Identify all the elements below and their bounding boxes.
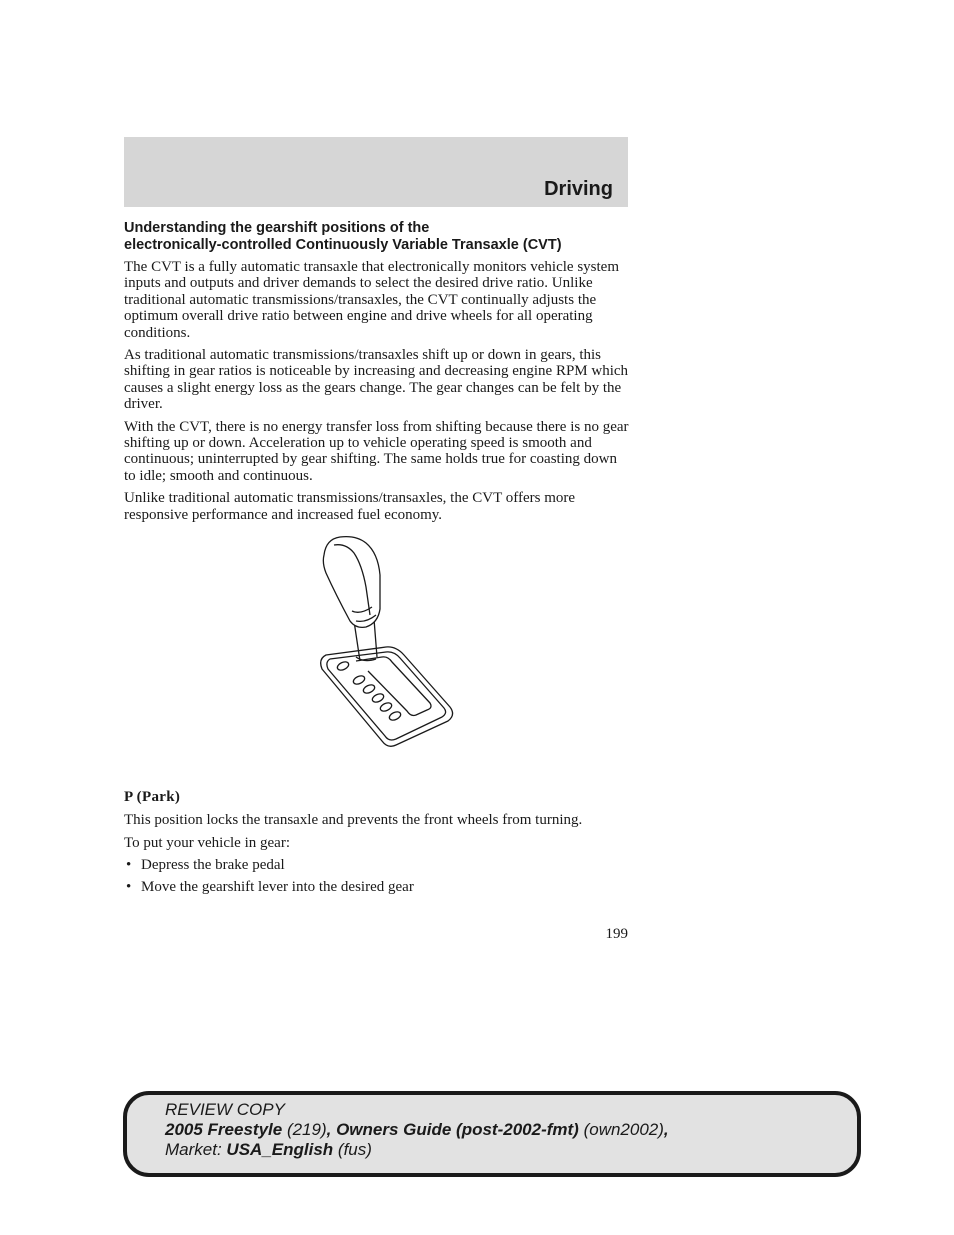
gear-steps-list xyxy=(124,857,630,896)
footer-model: 2005 Freestyle xyxy=(165,1120,283,1139)
review-copy-footer xyxy=(123,1091,861,1177)
section-header-band xyxy=(124,137,628,207)
heading-line-1: Understanding the gearshift positions of the xyxy=(124,220,430,236)
list-item: • Depress the brake pedal xyxy=(124,857,630,873)
paragraph-gear-intro: To put your vehicle in gear: xyxy=(124,834,290,851)
paragraph-cvt-benefits: Unlike traditional automatic transmissions/transaxles, the CVT offers more responsive performance and increased fuel economy. xyxy=(124,490,576,523)
footer-market-label: Market: xyxy=(165,1140,222,1159)
footer-market-code: (fus) xyxy=(337,1140,372,1159)
section-title: Driving xyxy=(544,178,613,200)
page-content xyxy=(124,220,630,902)
footer-model-code: (219) xyxy=(286,1120,327,1139)
footer-guide-code: (own2002) xyxy=(583,1120,664,1139)
footer-review-label: REVIEW COPY xyxy=(165,1100,285,1119)
paragraph-traditional-shifting: As traditional automatic transmissions/transaxles shift up or down in gears, this shifting in gear ratios is noticeable by increasing and decreasing engine RPM which causes a slight energy loss as the gears change. The gear changes can be felt by the driver. xyxy=(124,347,629,413)
gearshift-figure xyxy=(124,531,630,789)
gearshift-lever-icon xyxy=(316,535,456,749)
paragraph-park: This position locks the transaxle and prevents the front wheels from turning. xyxy=(124,812,583,829)
footer-guide: Owners Guide (post-2002-fmt) xyxy=(336,1120,579,1139)
footer-text: REVIEW COPY 2005 Freestyle (219), Owners Guide (post-2002-fmt) (own2002), Market: USA_English (fus) xyxy=(165,1100,669,1159)
footer-market: USA_English xyxy=(226,1140,334,1159)
paragraph-cvt-intro: The CVT is a fully automatic transaxle that electronically monitors vehicle system inputs and outputs and driver demands to select the desired drive ratio. Unlike traditional automatic transmissions/transaxles, the CVT continually adjusts the optimum overall drive ratio between engine and drive wheels for all operating conditions. xyxy=(124,259,619,341)
section-heading xyxy=(124,220,630,253)
list-item: • Move the gearshift lever into the desired gear xyxy=(124,879,630,895)
heading-line-2: electronically-controlled Continuously Variable Transaxle (CVT) xyxy=(124,236,562,253)
paragraph-cvt-no-loss: With the CVT, there is no energy transfer loss from shifting because there is no gear shifting up or down. Acceleration up to vehicle operating speed is smooth and continuous; uninterrupted by gear shifting. The same holds true for coasting down to idle; smooth and continuous. xyxy=(124,418,629,484)
park-subheading: P (Park) xyxy=(124,789,181,806)
page-number: 199 xyxy=(605,926,628,942)
